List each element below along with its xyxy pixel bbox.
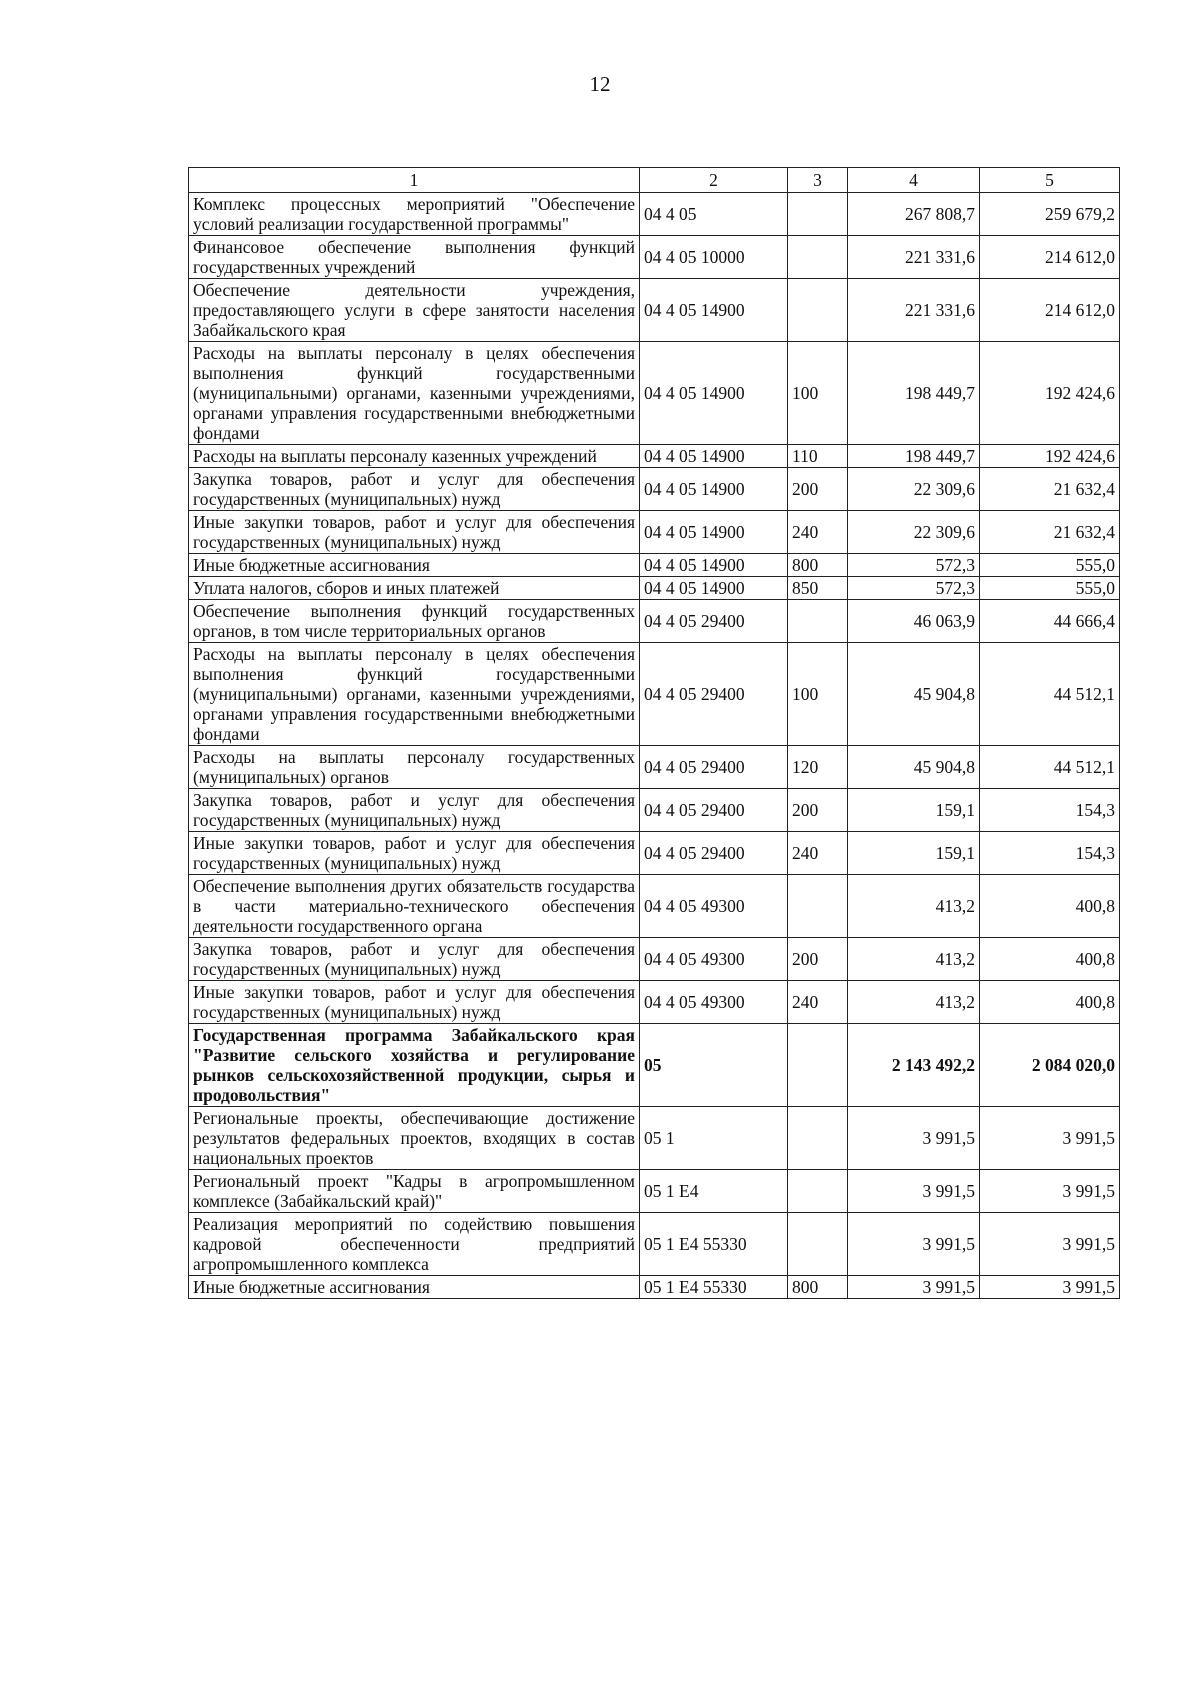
row-value-2-cell: 400,8 [980, 875, 1120, 938]
row-value-1-cell: 572,3 [848, 577, 980, 600]
table-row [189, 1107, 1120, 1170]
row-name-cell: Закупка товаров, работ и услуг для обеспечения государственных (муниципальных) нужд [189, 468, 640, 511]
row-type-cell: 200 [788, 789, 848, 832]
row-code-cell: 05 1 E4 55330 [640, 1213, 788, 1276]
row-type-cell [788, 1107, 848, 1170]
row-code-cell: 04 4 05 14900 [640, 279, 788, 342]
table-row [189, 193, 1120, 236]
row-value-2-cell: 154,3 [980, 832, 1120, 875]
row-type-cell: 800 [788, 1276, 848, 1299]
row-type-cell [788, 875, 848, 938]
row-value-1-cell: 221 331,6 [848, 279, 980, 342]
row-type-cell [788, 236, 848, 279]
table-row [189, 746, 1120, 789]
row-code-cell: 05 1 E4 [640, 1170, 788, 1213]
row-type-cell [788, 279, 848, 342]
row-code-cell: 04 4 05 [640, 193, 788, 236]
row-name-cell: Иные бюджетные ассигнования [189, 554, 640, 577]
table-row [189, 554, 1120, 577]
row-value-1-cell: 3 991,5 [848, 1107, 980, 1170]
row-type-cell: 120 [788, 746, 848, 789]
row-code-cell: 05 [640, 1024, 788, 1107]
row-type-cell: 240 [788, 981, 848, 1024]
row-value-2-cell: 192 424,6 [980, 342, 1120, 445]
row-code-cell: 04 4 05 14900 [640, 445, 788, 468]
row-type-cell: 240 [788, 832, 848, 875]
table-header-row [189, 168, 1120, 193]
row-value-2-cell: 555,0 [980, 577, 1120, 600]
row-value-2-cell: 3 991,5 [980, 1276, 1120, 1299]
row-value-1-cell: 198 449,7 [848, 445, 980, 468]
row-name-cell: Комплекс процессных мероприятий "Обеспечение условий реализации государственной программы" [189, 193, 640, 236]
row-value-1-cell: 45 904,8 [848, 643, 980, 746]
row-type-cell: 110 [788, 445, 848, 468]
table-row [189, 577, 1120, 600]
table-row [189, 236, 1120, 279]
row-value-1-cell: 22 309,6 [848, 468, 980, 511]
row-type-cell: 800 [788, 554, 848, 577]
row-value-1-cell: 159,1 [848, 832, 980, 875]
row-value-2-cell: 44 512,1 [980, 746, 1120, 789]
row-name-cell: Расходы на выплаты персоналу казенных учреждений [189, 445, 640, 468]
row-value-2-cell: 2 084 020,0 [980, 1024, 1120, 1107]
row-value-1-cell: 413,2 [848, 875, 980, 938]
row-type-cell [788, 193, 848, 236]
row-value-2-cell: 21 632,4 [980, 511, 1120, 554]
row-code-cell: 04 4 05 14900 [640, 511, 788, 554]
row-name-cell: Уплата налогов, сборов и иных платежей [189, 577, 640, 600]
table-row [189, 279, 1120, 342]
row-type-cell: 240 [788, 511, 848, 554]
header-cell-3: 3 [788, 168, 848, 193]
budget-table [188, 167, 1120, 1299]
row-value-2-cell: 400,8 [980, 938, 1120, 981]
row-value-1-cell: 3 991,5 [848, 1170, 980, 1213]
table-row [189, 875, 1120, 938]
row-type-cell: 200 [788, 468, 848, 511]
row-value-2-cell: 214 612,0 [980, 279, 1120, 342]
row-value-1-cell: 198 449,7 [848, 342, 980, 445]
row-name-cell: Обеспечение выполнения функций государственных органов, в том числе территориальных органов [189, 600, 640, 643]
row-name-cell: Расходы на выплаты персоналу в целях обеспечения выполнения функций государственными (муниципальными) органами, казенными учреждениями, органами управления государственными внебюджетными фондами [189, 342, 640, 445]
header-cell-1: 1 [189, 168, 640, 193]
row-type-cell: 100 [788, 643, 848, 746]
row-name-cell: Государственная программа Забайкальского края "Развитие сельского хозяйства и регулирование рынков сельскохозяйственной продукции, сырья и продовольствия" [189, 1024, 640, 1107]
row-name-cell: Иные закупки товаров, работ и услуг для обеспечения государственных (муниципальных) нужд [189, 511, 640, 554]
table-row [189, 643, 1120, 746]
row-name-cell: Обеспечение выполнения других обязательств государства в части материально-технического обеспечения деятельности государственного органа [189, 875, 640, 938]
row-value-1-cell: 572,3 [848, 554, 980, 577]
table-row [189, 1213, 1120, 1276]
row-name-cell: Иные закупки товаров, работ и услуг для обеспечения государственных (муниципальных) нужд [189, 981, 640, 1024]
row-code-cell: 04 4 05 49300 [640, 938, 788, 981]
row-name-cell: Финансовое обеспечение выполнения функций государственных учреждений [189, 236, 640, 279]
row-type-cell: 100 [788, 342, 848, 445]
row-type-cell [788, 600, 848, 643]
table-row [189, 789, 1120, 832]
row-name-cell: Закупка товаров, работ и услуг для обеспечения государственных (муниципальных) нужд [189, 938, 640, 981]
row-code-cell: 04 4 05 29400 [640, 832, 788, 875]
row-code-cell: 04 4 05 10000 [640, 236, 788, 279]
row-value-2-cell: 21 632,4 [980, 468, 1120, 511]
row-name-cell: Иные закупки товаров, работ и услуг для обеспечения государственных (муниципальных) нужд [189, 832, 640, 875]
row-name-cell: Региональные проекты, обеспечивающие достижение результатов федеральных проектов, входящих в состав национальных проектов [189, 1107, 640, 1170]
row-code-cell: 04 4 05 49300 [640, 875, 788, 938]
table-row [189, 342, 1120, 445]
row-type-cell [788, 1213, 848, 1276]
row-type-cell [788, 1170, 848, 1213]
row-value-1-cell: 2 143 492,2 [848, 1024, 980, 1107]
row-name-cell: Расходы на выплаты персоналу государственных (муниципальных) органов [189, 746, 640, 789]
table-row [189, 468, 1120, 511]
row-value-1-cell: 413,2 [848, 938, 980, 981]
row-code-cell: 04 4 05 29400 [640, 746, 788, 789]
row-value-2-cell: 400,8 [980, 981, 1120, 1024]
table-row [189, 832, 1120, 875]
row-value-2-cell: 154,3 [980, 789, 1120, 832]
row-code-cell: 05 1 [640, 1107, 788, 1170]
row-value-2-cell: 3 991,5 [980, 1107, 1120, 1170]
row-code-cell: 04 4 05 29400 [640, 643, 788, 746]
row-value-2-cell: 192 424,6 [980, 445, 1120, 468]
row-code-cell: 04 4 05 29400 [640, 600, 788, 643]
row-name-cell: Закупка товаров, работ и услуг для обеспечения государственных (муниципальных) нужд [189, 789, 640, 832]
table-row [189, 1024, 1120, 1107]
row-name-cell: Обеспечение деятельности учреждения, предоставляющего услуги в сфере занятости населения Забайкальского края [189, 279, 640, 342]
table-row [189, 1276, 1120, 1299]
table-row [189, 445, 1120, 468]
row-value-2-cell: 214 612,0 [980, 236, 1120, 279]
row-type-cell [788, 1024, 848, 1107]
row-name-cell: Иные бюджетные ассигнования [189, 1276, 640, 1299]
row-value-1-cell: 267 808,7 [848, 193, 980, 236]
row-value-2-cell: 555,0 [980, 554, 1120, 577]
row-name-cell: Региональный проект "Кадры в агропромышленном комплексе (Забайкальский край)" [189, 1170, 640, 1213]
table-row [189, 981, 1120, 1024]
row-type-cell: 850 [788, 577, 848, 600]
row-code-cell: 04 4 05 14900 [640, 342, 788, 445]
header-cell-5: 5 [980, 168, 1120, 193]
row-value-1-cell: 45 904,8 [848, 746, 980, 789]
row-code-cell: 04 4 05 49300 [640, 981, 788, 1024]
page-number: 12 [589, 72, 611, 96]
header-cell-4: 4 [848, 168, 980, 193]
row-value-1-cell: 46 063,9 [848, 600, 980, 643]
row-code-cell: 04 4 05 14900 [640, 577, 788, 600]
table-row [189, 511, 1120, 554]
row-value-1-cell: 159,1 [848, 789, 980, 832]
table-row [189, 600, 1120, 643]
header-cell-2: 2 [640, 168, 788, 193]
budget-table-body [189, 168, 1120, 1299]
row-code-cell: 04 4 05 29400 [640, 789, 788, 832]
row-code-cell: 04 4 05 14900 [640, 468, 788, 511]
row-value-2-cell: 259 679,2 [980, 193, 1120, 236]
row-value-2-cell: 3 991,5 [980, 1213, 1120, 1276]
row-code-cell: 05 1 E4 55330 [640, 1276, 788, 1299]
row-value-2-cell: 44 666,4 [980, 600, 1120, 643]
row-name-cell: Расходы на выплаты персоналу в целях обеспечения выполнения функций государственными (муниципальными) органами, казенными учреждениями, органами управления государственными внебюджетными фондами [189, 643, 640, 746]
row-name-cell: Реализация мероприятий по содействию повышения кадровой обеспеченности предприятий агропромышленного комплекса [189, 1213, 640, 1276]
row-value-1-cell: 3 991,5 [848, 1276, 980, 1299]
table-row [189, 938, 1120, 981]
row-value-1-cell: 221 331,6 [848, 236, 980, 279]
row-value-1-cell: 22 309,6 [848, 511, 980, 554]
table-row [189, 1170, 1120, 1213]
row-value-1-cell: 3 991,5 [848, 1213, 980, 1276]
row-value-2-cell: 3 991,5 [980, 1170, 1120, 1213]
row-value-2-cell: 44 512,1 [980, 643, 1120, 746]
row-type-cell: 200 [788, 938, 848, 981]
row-code-cell: 04 4 05 14900 [640, 554, 788, 577]
row-value-1-cell: 413,2 [848, 981, 980, 1024]
